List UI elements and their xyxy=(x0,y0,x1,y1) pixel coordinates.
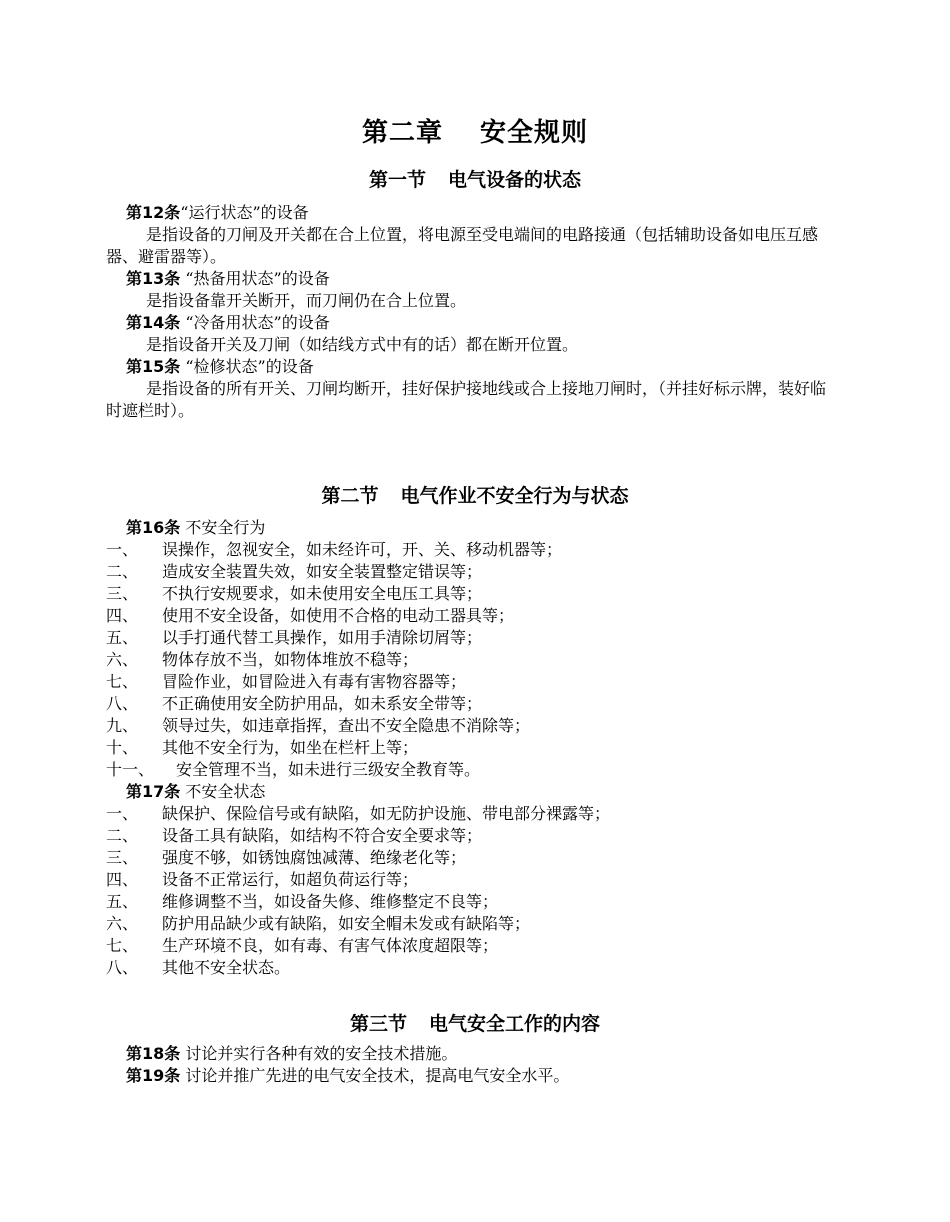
list-item: 三、 不执行安规要求，如未使用安全电压工具等； xyxy=(106,584,483,603)
article-16-heading: 第16条 不安全行为 xyxy=(126,518,266,537)
article-12-heading: 第12条“运行状态”的设备 xyxy=(126,203,309,222)
list-item: 七、 生产环境不良，如有毒、有害气体浓度超限等； xyxy=(106,936,499,955)
article-19: 第19条 讨论并推广先进的电气安全技术，提高电气安全水平。 xyxy=(126,1066,570,1085)
section-3-title: 第三节 电气安全工作的内容 xyxy=(349,1013,601,1035)
section-2-body xyxy=(106,517,836,979)
list-item: 八、 其他不安全状态。 xyxy=(106,958,291,977)
list-item: 六、 防护用品缺少或有缺陷，如安全帽未发或有缺陷等； xyxy=(106,914,531,933)
article-14-heading: 第14条 “冷备用状态”的设备 xyxy=(126,313,330,332)
article-13-heading: 第13条 “热备用状态”的设备 xyxy=(126,269,330,288)
section-1-title: 第一节 电气设备的状态 xyxy=(368,169,582,191)
list-item: 四、 设备不正常运行，如超负荷运行等； xyxy=(106,870,419,889)
chapter-title: 第二章 安全规则 xyxy=(361,118,589,148)
article-15-text: 是指设备的所有开关、刀闸均断开，挂好保护接地线或合上接地刀闸时，（并挂好标示牌，装好临时遮栏时）。 xyxy=(106,379,827,420)
article-17-heading: 第17条 不安全状态 xyxy=(126,782,266,801)
article-12-text: 是指设备的刀闸及开关都在合上位置，将电源至受电端间的电路接通（包括辅助设备如电压互感器、避雷器等）。 xyxy=(106,225,819,266)
list-item: 一、 误操作，忽视安全，如未经许可，开、关、移动机器等； xyxy=(106,540,563,559)
list-item: 五、 以手打通代替工具操作，如用手清除切屑等； xyxy=(106,628,483,647)
list-item: 十、 其他不安全行为，如坐在栏杆上等； xyxy=(106,738,419,757)
section-3-body xyxy=(106,1043,836,1087)
article-18: 第18条 讨论并实行各种有效的安全技术措施。 xyxy=(126,1044,458,1063)
list-item: 四、 使用不安全设备，如使用不合格的电动工器具等； xyxy=(106,606,515,625)
article-15-heading: 第15条 “检修状态”的设备 xyxy=(126,357,314,376)
article-14-text: 是指设备开关及刀闸（如结线方式中有的话）都在断开位置。 xyxy=(146,335,579,354)
list-item: 十一、 安全管理不当，如未进行三级安全教育等。 xyxy=(106,760,481,779)
list-item: 二、 设备工具有缺陷，如结构不符合安全要求等； xyxy=(106,826,483,845)
article-13-text: 是指设备靠开关断开，而刀闸仍在合上位置。 xyxy=(146,291,467,310)
list-item: 六、 物体存放不当，如物体堆放不稳等； xyxy=(106,650,419,669)
list-item: 五、 维修调整不当，如设备失修、维修整定不良等； xyxy=(106,892,499,911)
list-item: 二、 造成安全装置失效，如安全装置整定错误等； xyxy=(106,562,483,581)
list-item: 一、 缺保护、保险信号或有缺陷，如无防护设施、带电部分裸露等； xyxy=(106,804,611,823)
list-item: 三、 强度不够，如锈蚀腐蚀减薄、绝缘老化等； xyxy=(106,848,467,867)
section-2-title: 第二节 电气作业不安全行为与状态 xyxy=(321,485,629,507)
list-item: 八、 不正确使用安全防护用品，如未系安全带等； xyxy=(106,694,483,713)
section-1-body xyxy=(106,202,836,422)
list-item: 九、 领导过失，如违章指挥，查出不安全隐患不消除等； xyxy=(106,716,531,735)
list-item: 七、 冒险作业，如冒险进入有毒有害物容器等； xyxy=(106,672,467,691)
